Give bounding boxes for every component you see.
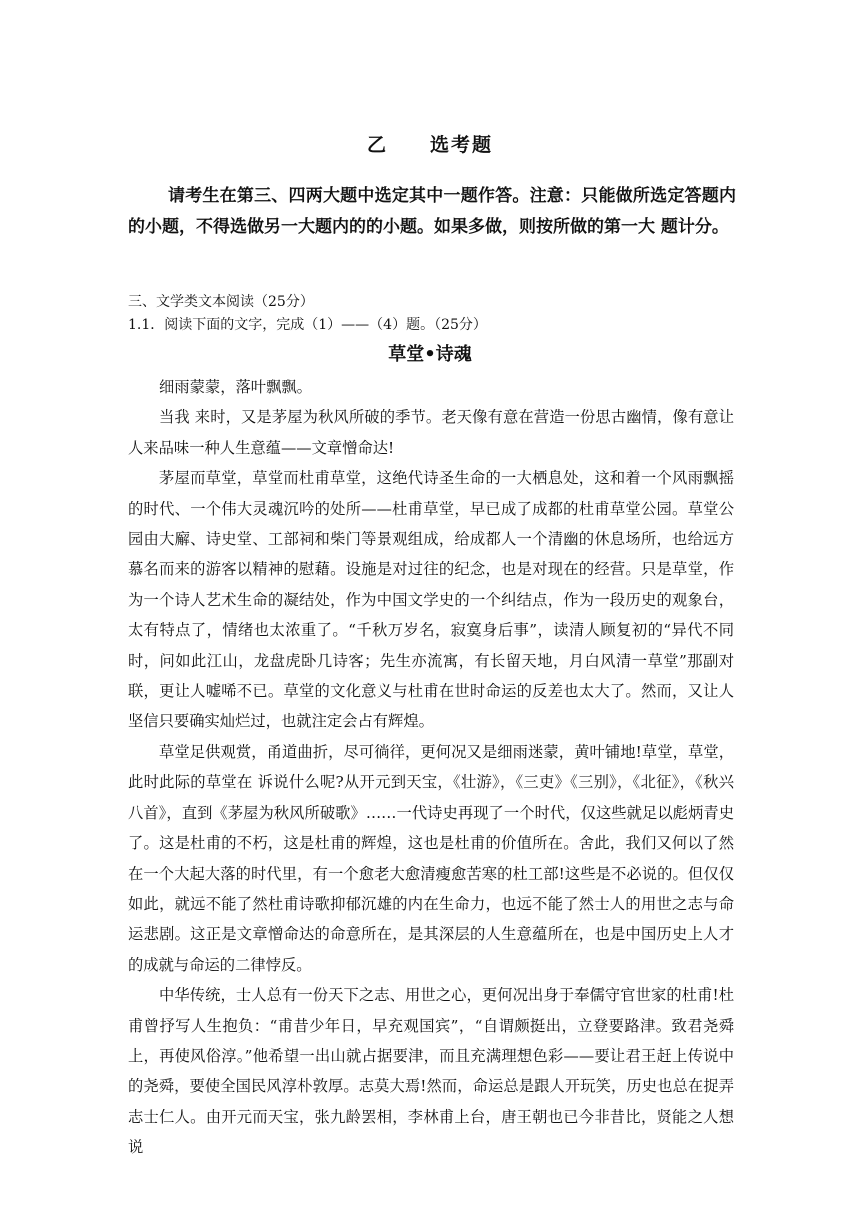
part-heading: 三、文学类文本阅读（25分）: [128, 294, 314, 310]
paragraph: 草堂足供观赏，甬道曲折，尽可徜徉，更何况又是细雨迷蒙，黄叶铺地!草堂，草堂，此时此际的草堂在 诉说什么呢?从开元到天宝，《壮游》，《三吏》《三别》，《北征》，《秋兴八首》，直到《茅屋为秋风所破歌》……一代诗史再现了一个时代，仅这些就足以彪炳青史了。这是杜甫的不朽，这是杜甫的辉煌，这也是杜甫的价值所在。舍此，我们又何以了然在一个大起大落的时代里，有一个愈老大愈清瘦愈苦寒的杜工部!这些是不必说的。但仅仅如此，就远不能了然杜甫诗歌抑郁沉雄的内在生命力，也远不能了然士人的用世之志与命运悲剧。这正是文章憎命达的命意所在，是其深层的人生意蕴所在，也是中国历史上人才的成就与命运的二律悖反。: [128, 742, 734, 974]
article-body: [128, 372, 734, 1163]
paragraph: 茅屋而草堂，草堂而杜甫草堂，这绝代诗圣生命的一大栖息处，这和着一个风雨飘摇的时代、一个伟大灵魂沉吟的处所——杜甫草堂，早已成了成都的杜甫草堂公园。草堂公园由大廨、诗史堂、工部祠和柴门等景观组成，给成都人一个清幽的休息场所，也给远方慕名而来的游客以精神的慰藉。设施是对过往的纪念，也是对现在的经营。只是草堂，作为一个诗人艺术生命的凝结处，作为中国文学史的一个纠结点，作为一段历史的观象台，太有特点了，情绪也太浓重了。“千秋万岁名，寂寞身后事”，读清人顾复初的“异代不同时，问如此江山，龙盘虎卧几诗客；先生亦流寓，有长留天地，月白风清一草堂”那副对联，更让人嘘唏不已。草堂的文化意义与杜甫在世时命运的反差也太大了。然而，又让人坚信只要确实灿烂过，也就注定会占有辉煌。: [128, 469, 734, 731]
question-line: 1.1．阅读下面的文字，完成（1）——（4）题。（25分）: [128, 317, 487, 333]
paragraph: 细雨蒙蒙，落叶飘飘。: [159, 378, 312, 396]
section-title: 乙 选考题: [366, 134, 493, 156]
exam-instructions: 请考生在第三、四两大题中选定其中一题作答。注意：只能做所选定答题内的小题，不得选做另一大题内的的小题。如果多做，则按所做的第一大 题计分。: [128, 186, 736, 237]
paragraph: 中华传统，士人总有一份天下之志、用世之心，更何况出身于奉儒守官世家的杜甫!杜甫曾抒写人生抱负：“甫昔少年日，早充观国宾”，“自谓颇挺出，立登要路津。致君尧舜上，再使风俗淳。”他希望一出山就占据要津，而且充满理想色彩——要让君王赶上传说中的尧舜，要使全国民风淳朴敦厚。志莫大焉!然而，命运总是跟人开玩笑，历史也总在捉弄志士仁人。由开元而天宝，张九龄罢相，李林甫上台，唐王朝也已今非昔比，贤能之人想说: [128, 986, 734, 1157]
article-title: 草堂•诗魂: [388, 344, 472, 365]
paragraph: 当我 来时，又是茅屋为秋风所破的季节。老天像有意在营造一份思古幽情，像有意让人来品味一种人生意蕴——文章憎命达!: [128, 408, 734, 457]
